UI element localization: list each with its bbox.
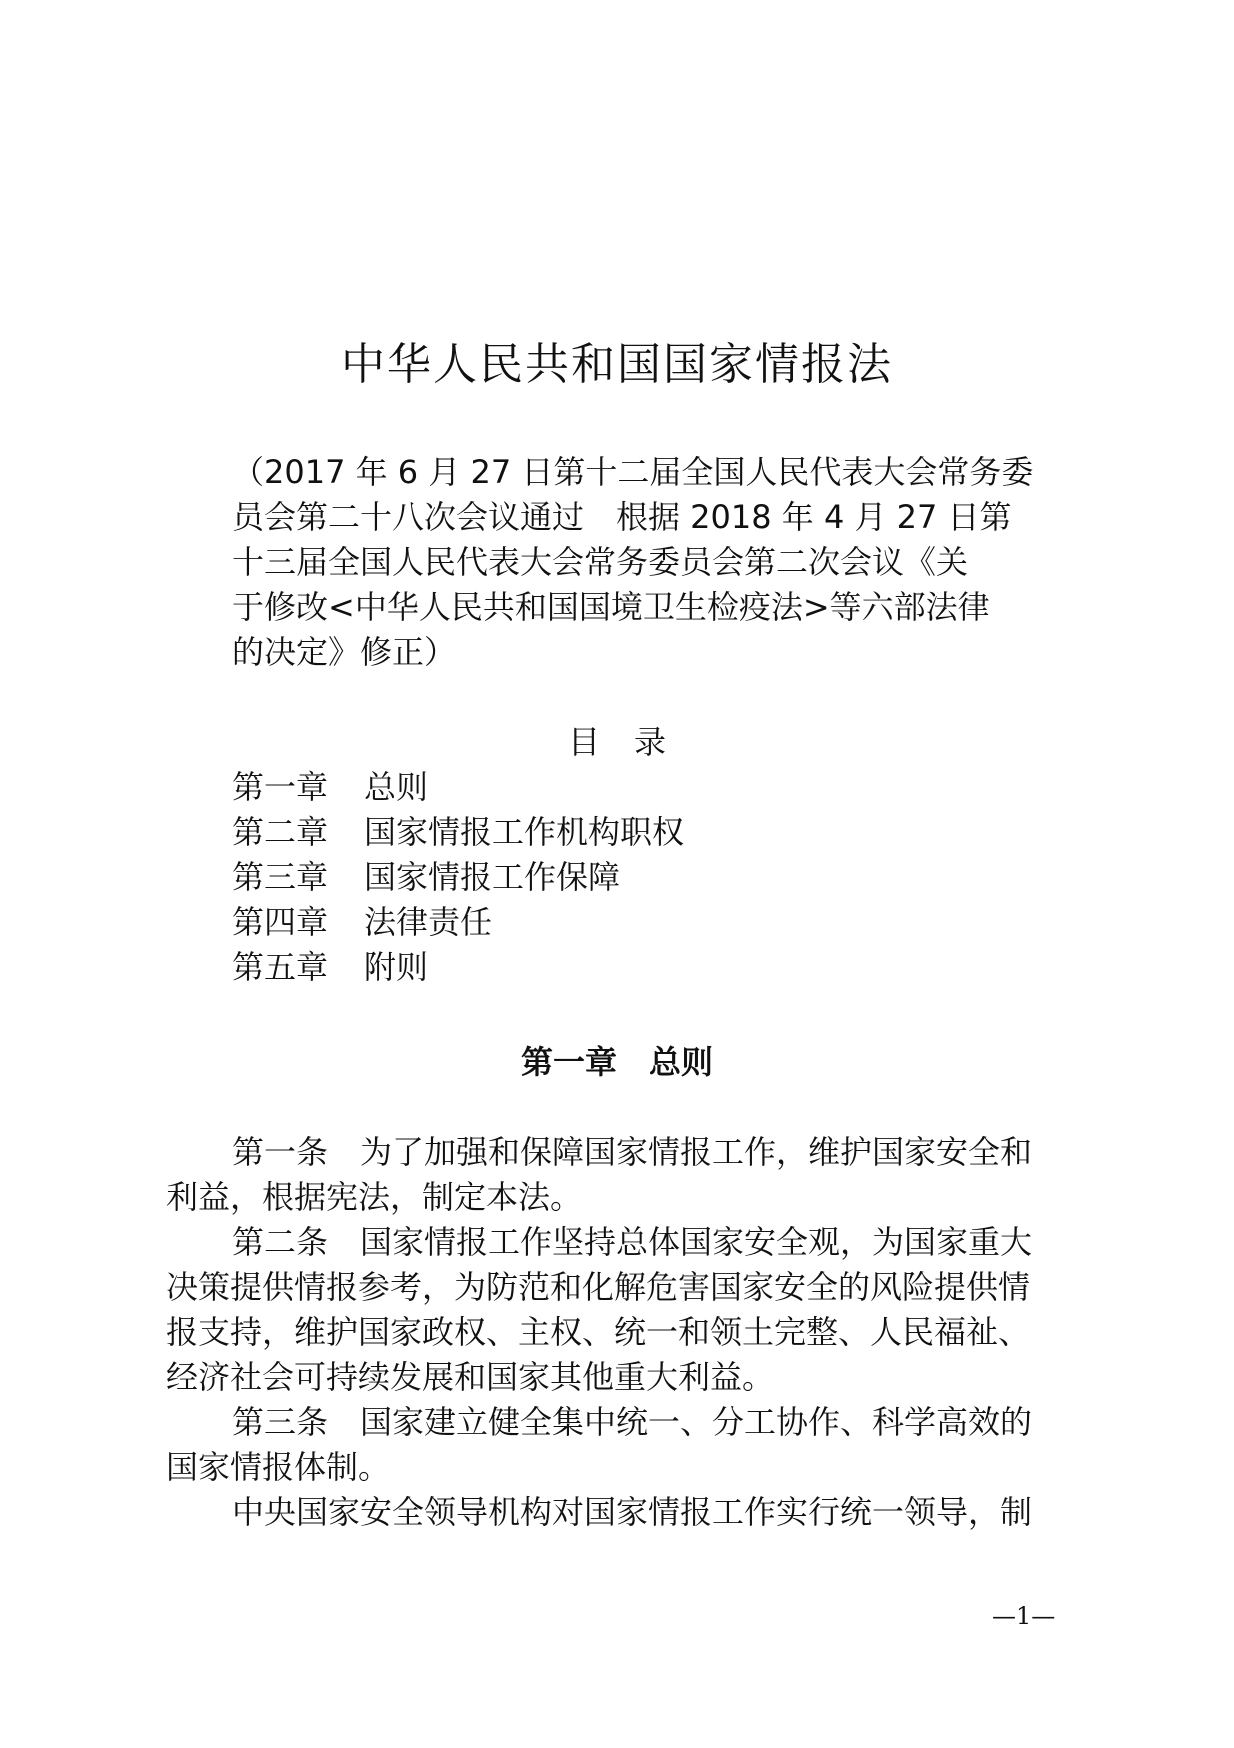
toc-item (232, 855, 684, 900)
article-line: 第二条 国家情报工作坚持总体国家安全观，为国家重大 (232, 1223, 1033, 1261)
article-line: 国家情报体制。 (166, 1448, 391, 1486)
article-line: 报支持，维护国家政权、主权、统一和领土完整、人民福祉、 (166, 1313, 1031, 1351)
chapter-heading: 第一章 总则 (520, 1043, 713, 1081)
toc-chapter-number: 第一章 (232, 768, 329, 806)
article-line: 决策提供情报参考，为防范和化解危害国家安全的风险提供情 (166, 1268, 1031, 1306)
toc-item (232, 900, 684, 945)
toc-chapter-number: 第二章 (232, 813, 329, 851)
preamble-line: 于修改<中华人民共和国国境卫生检疫法>等六部法律 (232, 588, 990, 626)
toc-chapter-name: 附则 (364, 948, 429, 986)
preamble-line: 员会第二十八次会议通过 根据 2018 年 4 月 27 日第 (232, 498, 1012, 536)
preamble-line: 的决定》修正） (232, 633, 457, 671)
article-line: 中央国家安全领导机构对国家情报工作实行统一领导，制 (232, 1493, 1033, 1531)
toc-chapter-number: 第四章 (232, 903, 329, 941)
table-of-contents (232, 765, 684, 990)
toc-chapter-name: 国家情报工作机构职权 (364, 813, 685, 851)
toc-chapter-name: 总则 (364, 768, 429, 806)
toc-item (232, 765, 684, 810)
toc-chapter-name: 法律责任 (364, 903, 493, 941)
body-text (166, 1130, 1086, 1535)
page-number: —1— (992, 1602, 1056, 1630)
toc-chapter-number: 第三章 (232, 858, 329, 896)
article-line: 利益，根据宪法，制定本法。 (166, 1178, 583, 1216)
toc-item (232, 945, 684, 990)
preamble (232, 450, 1034, 675)
toc-chapter-number: 第五章 (232, 948, 329, 986)
preamble-line: （2017 年 6 月 27 日第十二届全国人民代表大会常务委 (232, 453, 1034, 491)
document-title: 中华人民共和国国家情报法 (341, 339, 893, 390)
article-line: 经济社会可持续发展和国家其他重大利益。 (166, 1358, 775, 1396)
article-line: 第三条 国家建立健全集中统一、分工协作、科学高效的 (232, 1403, 1033, 1441)
article-line: 第一条 为了加强和保障国家情报工作，维护国家安全和 (232, 1133, 1033, 1171)
toc-title: 目录 (567, 723, 700, 761)
toc-item (232, 810, 684, 855)
preamble-line: 十三届全国人民代表大会常务委员会第二次会议《关 (232, 543, 969, 581)
toc-chapter-name: 国家情报工作保障 (364, 858, 621, 896)
